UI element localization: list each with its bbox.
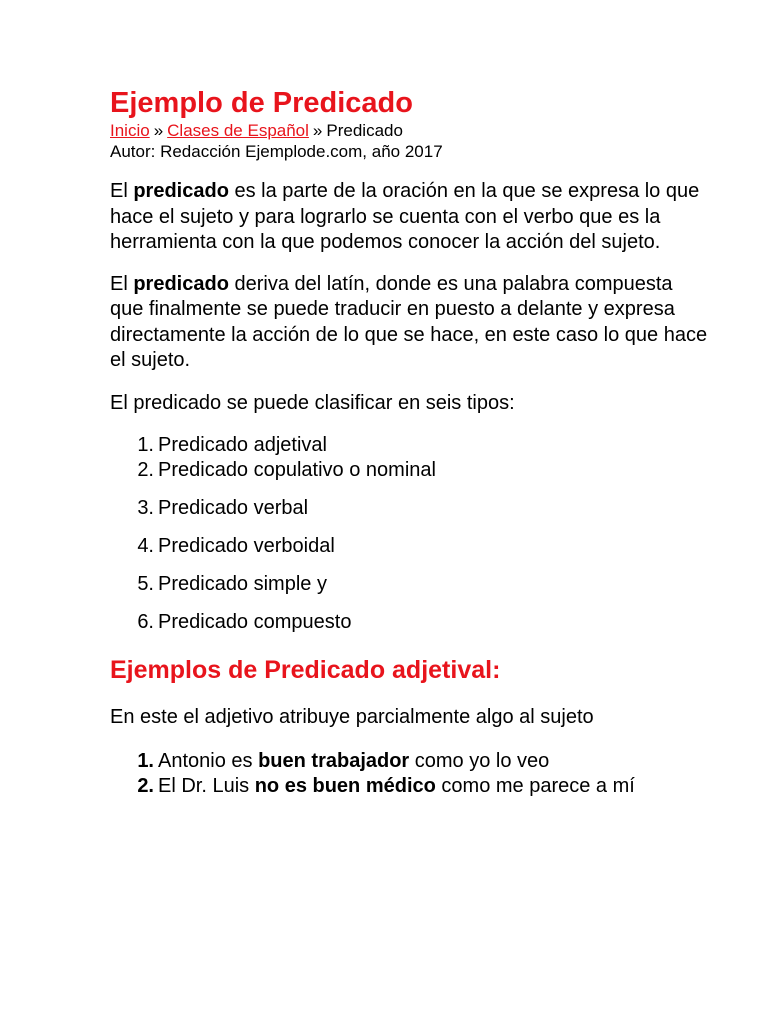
- list-item: [110, 458, 708, 483]
- types-list: [110, 433, 708, 635]
- list-number: 5.: [137, 573, 154, 595]
- breadcrumb-current: Predicado: [326, 121, 403, 140]
- list-item-text: Predicado simple y: [158, 573, 327, 595]
- bold-term: no es buen médico: [254, 775, 436, 797]
- list-item: [110, 774, 708, 800]
- author-line: Autor: Redacción Ejemplode.com, año 2017: [110, 142, 443, 161]
- list-item-text: Predicado copulativo o nominal: [158, 459, 436, 481]
- paragraph-text: El: [110, 272, 134, 295]
- bold-term: predicado: [133, 272, 229, 295]
- list-item-text: Predicado compuesto: [158, 611, 352, 633]
- paragraph-text: es la parte de la oración en la que se expresa lo que hace el sujeto y para lograrlo se cuenta con el verbo que es la herramienta con la que podemos conocer la acción del sujeto.: [110, 180, 700, 253]
- list-item-text: Predicado adjetival: [158, 434, 327, 456]
- bold-term: buen trabajador: [258, 749, 410, 772]
- examples-list: [110, 749, 708, 800]
- list-item-text: Antonio es: [158, 749, 259, 772]
- list-item: [110, 534, 708, 559]
- list-item-text: Predicado verboidal: [158, 535, 335, 557]
- page-title: Ejemplo de Predicado: [110, 87, 413, 119]
- breadcrumb-separator: »: [153, 121, 164, 140]
- breadcrumb-separator: »: [312, 121, 323, 140]
- paragraph-classification: El predicado se puede clasificar en seis tipos:: [110, 391, 515, 414]
- list-item-text: El Dr. Luis: [158, 775, 255, 797]
- paragraph-text: El: [110, 180, 134, 202]
- list-item: [110, 749, 708, 775]
- breadcrumb: [110, 120, 708, 141]
- list-item: [110, 496, 708, 521]
- list-number: 6.: [137, 611, 154, 633]
- list-number: 1.: [137, 434, 154, 456]
- section-heading: Ejemplos de Predicado adjetival:: [110, 656, 501, 684]
- paragraph-text: deriva del latín, donde es una palabra compuesta que finalmente se puede traducir en puesto a delante y expresa directamente la acción de lo que se hace, en este caso lo que hace el sujeto.: [110, 272, 708, 371]
- list-number: 1.: [137, 749, 154, 772]
- breadcrumb-link-home[interactable]: Inicio: [110, 121, 150, 140]
- list-number: 3.: [137, 497, 154, 519]
- bold-term: predicado: [133, 180, 229, 202]
- list-item-text: como me parece a mí: [435, 775, 635, 797]
- breadcrumb-link-section[interactable]: Clases de Español: [167, 121, 309, 140]
- list-item-text: Predicado verbal: [158, 497, 309, 519]
- list-item: [110, 433, 708, 458]
- list-item: [110, 610, 708, 635]
- list-number: 4.: [137, 535, 154, 557]
- list-item-text: como yo lo veo: [409, 749, 550, 772]
- list-item: [110, 572, 708, 597]
- list-number: 2.: [137, 459, 154, 481]
- list-number: 2.: [137, 775, 154, 797]
- section-intro: En este el adjetivo atribuye parcialmente algo al sujeto: [110, 706, 594, 728]
- paragraph-etymology: [110, 272, 708, 374]
- paragraph-definition: [110, 179, 708, 256]
